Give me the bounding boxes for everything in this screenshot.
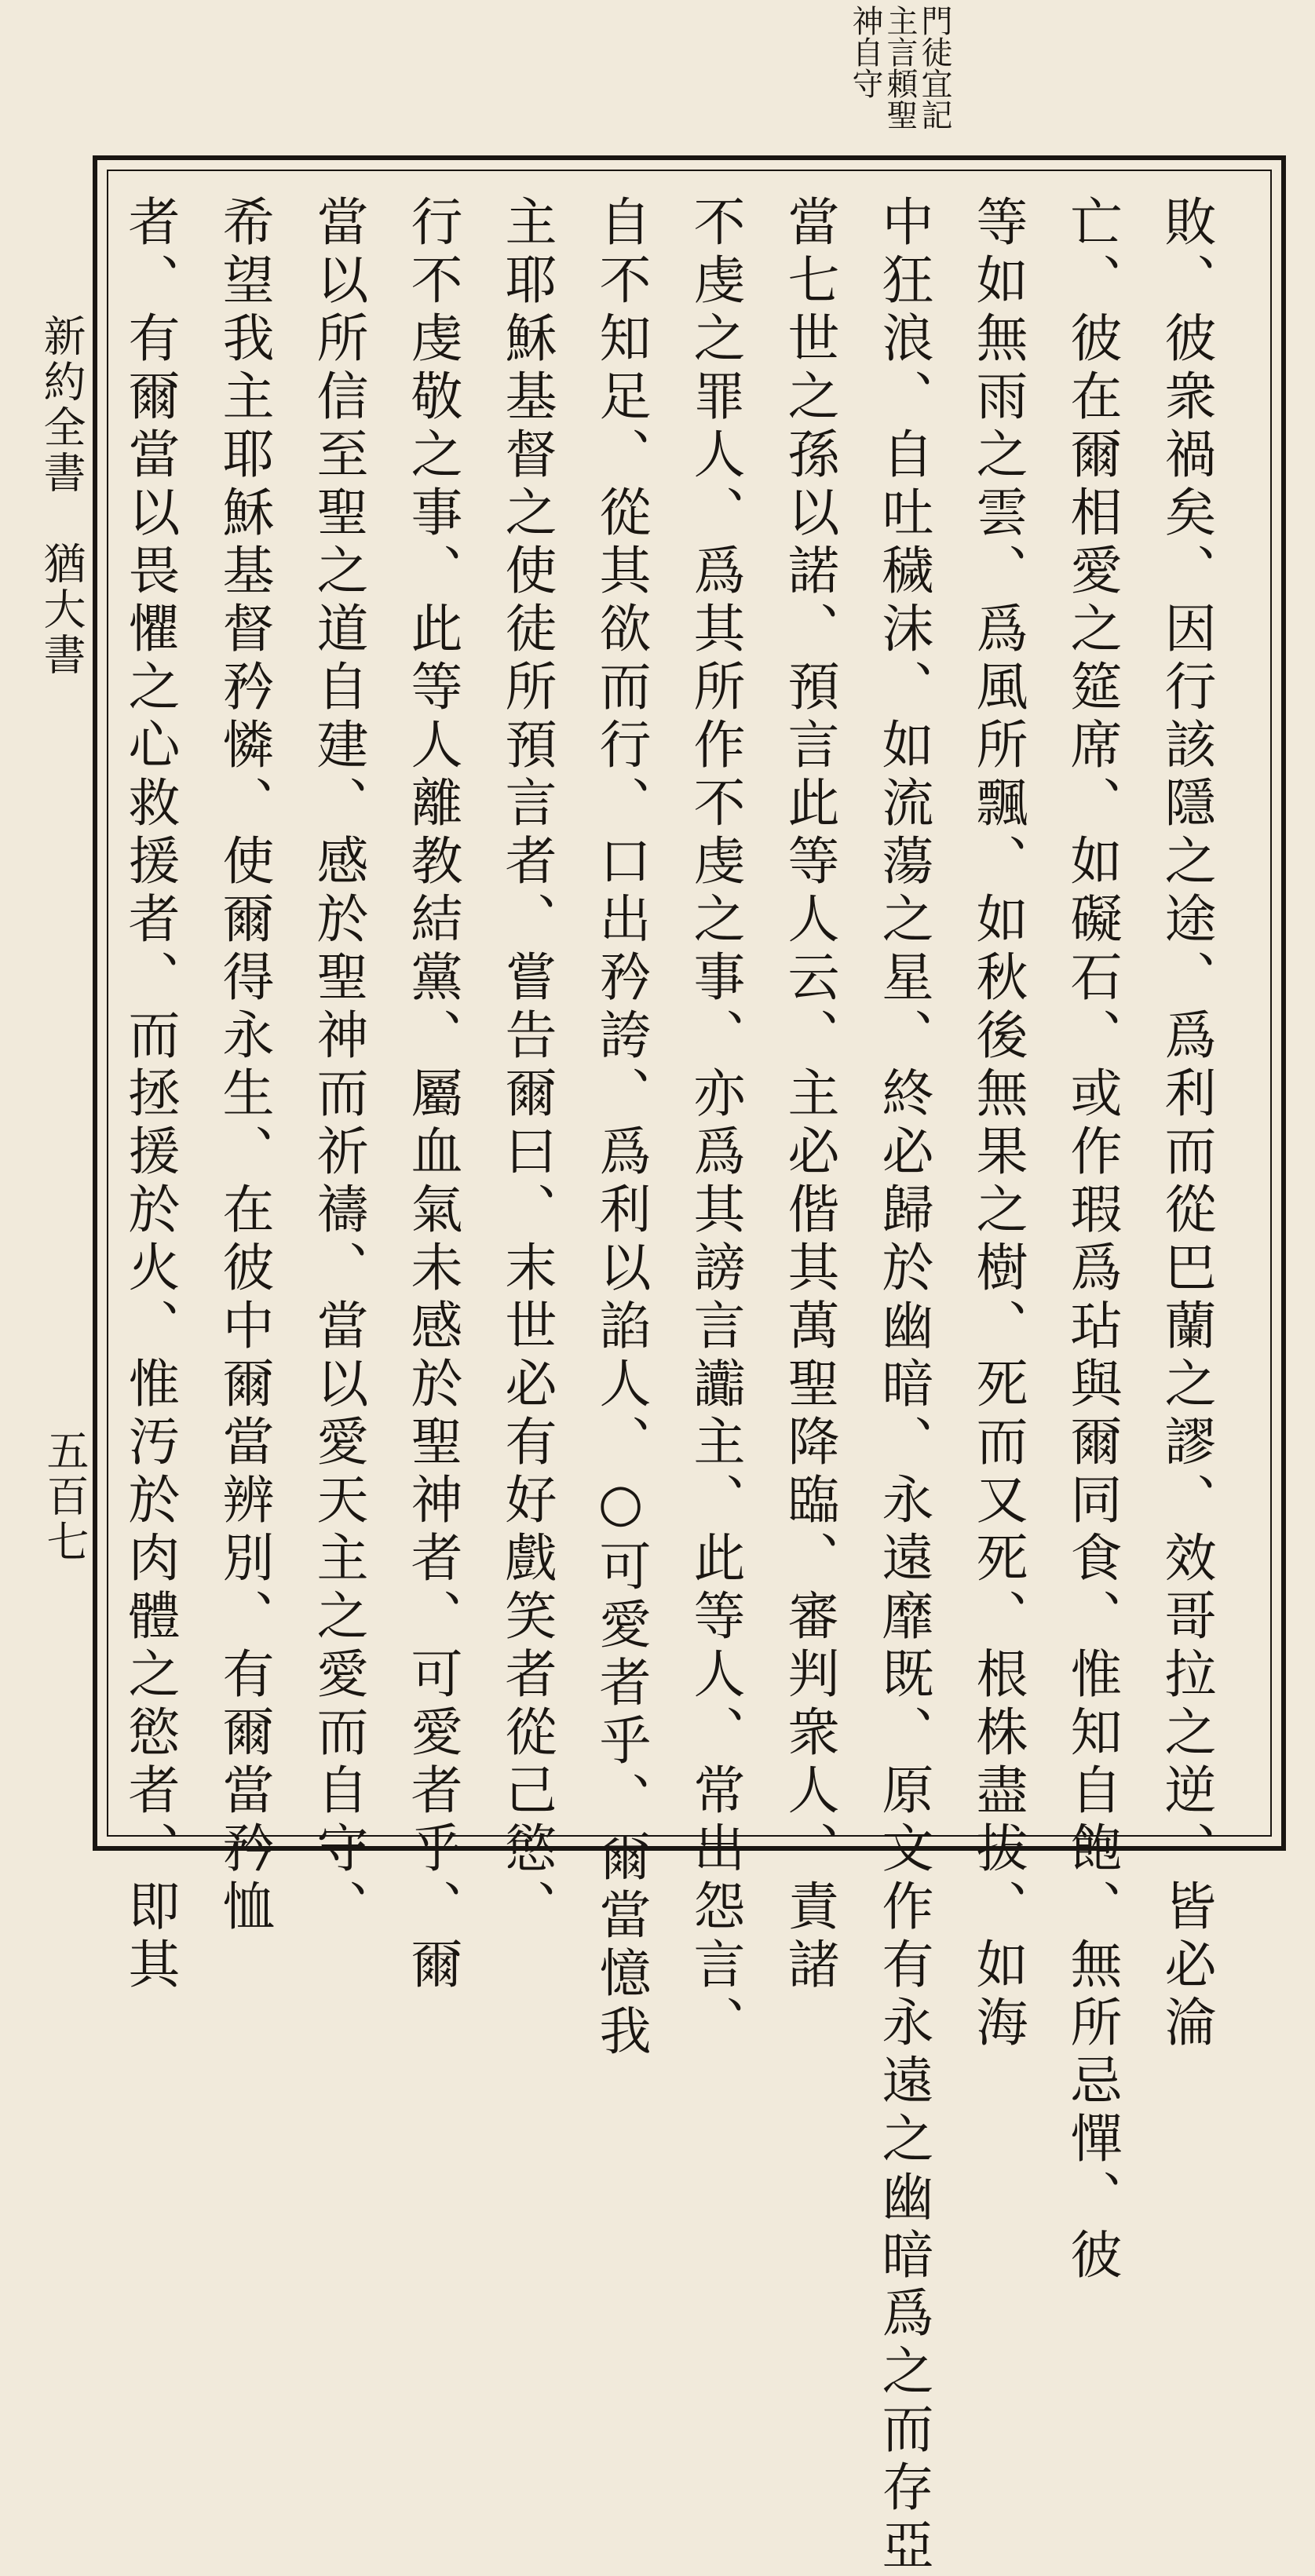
text-column: 主耶穌基督之使徒所預言者、嘗告爾曰、末世必有好戲笑者從己慾、 bbox=[496, 195, 557, 1937]
headnote-line: 主言頼聖 bbox=[882, 5, 918, 130]
headnote-line: 神自守 bbox=[847, 5, 883, 99]
text-column: 中狂浪、自吐穢沫、如流蕩之星、終必歸於幽暗、永遠靡既、原文作有永遠之幽暗爲之而存亞 bbox=[873, 195, 933, 2576]
headnote-line: 門徒宜記 bbox=[916, 5, 952, 130]
text-column: 不虔之罪人、爲其所作不虔之事、亦爲其謗言讟主、此等人、常出怨言、 bbox=[685, 195, 745, 2053]
running-title: 新約全書 猶大書 bbox=[37, 314, 86, 678]
text-frame bbox=[93, 155, 1286, 2576]
text-column: 行不虔敬之事、此等人離教結黨、屬血氣未感於聖神者、可愛者乎、爾 bbox=[402, 195, 462, 1995]
text-column: 者、有爾當以畏懼之心救援者、而拯援於火、惟汚於肉體之慾者、即其 bbox=[119, 195, 180, 1995]
text-column: 希望我主耶穌基督矜憐、使爾得永生、在彼中爾當辨別、有爾當矜恤 bbox=[214, 195, 274, 1937]
text-column: 自不知足、從其欲而行、口出矜誇、爲利以諂人、○可愛者乎、爾當憶我 bbox=[590, 195, 651, 2062]
text-column: 敗、彼衆禍矣、因行該隱之途、爲利而從巴蘭之謬、效哥拉之逆、皆必淪 bbox=[1156, 195, 1216, 2053]
text-frame-inner bbox=[107, 170, 1272, 2576]
text-column: 等如無雨之雲、爲風所飄、如秋後無果之樹、死而又死、根株盡拔、如海 bbox=[967, 195, 1028, 2053]
text-column: 亡、彼在爾相愛之筵席、如礙石、或作瑕爲玷與爾同食、惟知自飽、無所忌憚、彼 bbox=[1061, 195, 1122, 2286]
headnote bbox=[848, 5, 952, 130]
page-number: 五百七 bbox=[40, 1428, 89, 1565]
text-column: 當以所信至聖之道自建、感於聖神而祈禱、當以愛天主之愛而自守、 bbox=[308, 195, 368, 1937]
text-column: 當七世之孫以諾、預言此等人云、主必偕其萬聖降臨、審判衆人、責諸 bbox=[779, 195, 839, 1995]
